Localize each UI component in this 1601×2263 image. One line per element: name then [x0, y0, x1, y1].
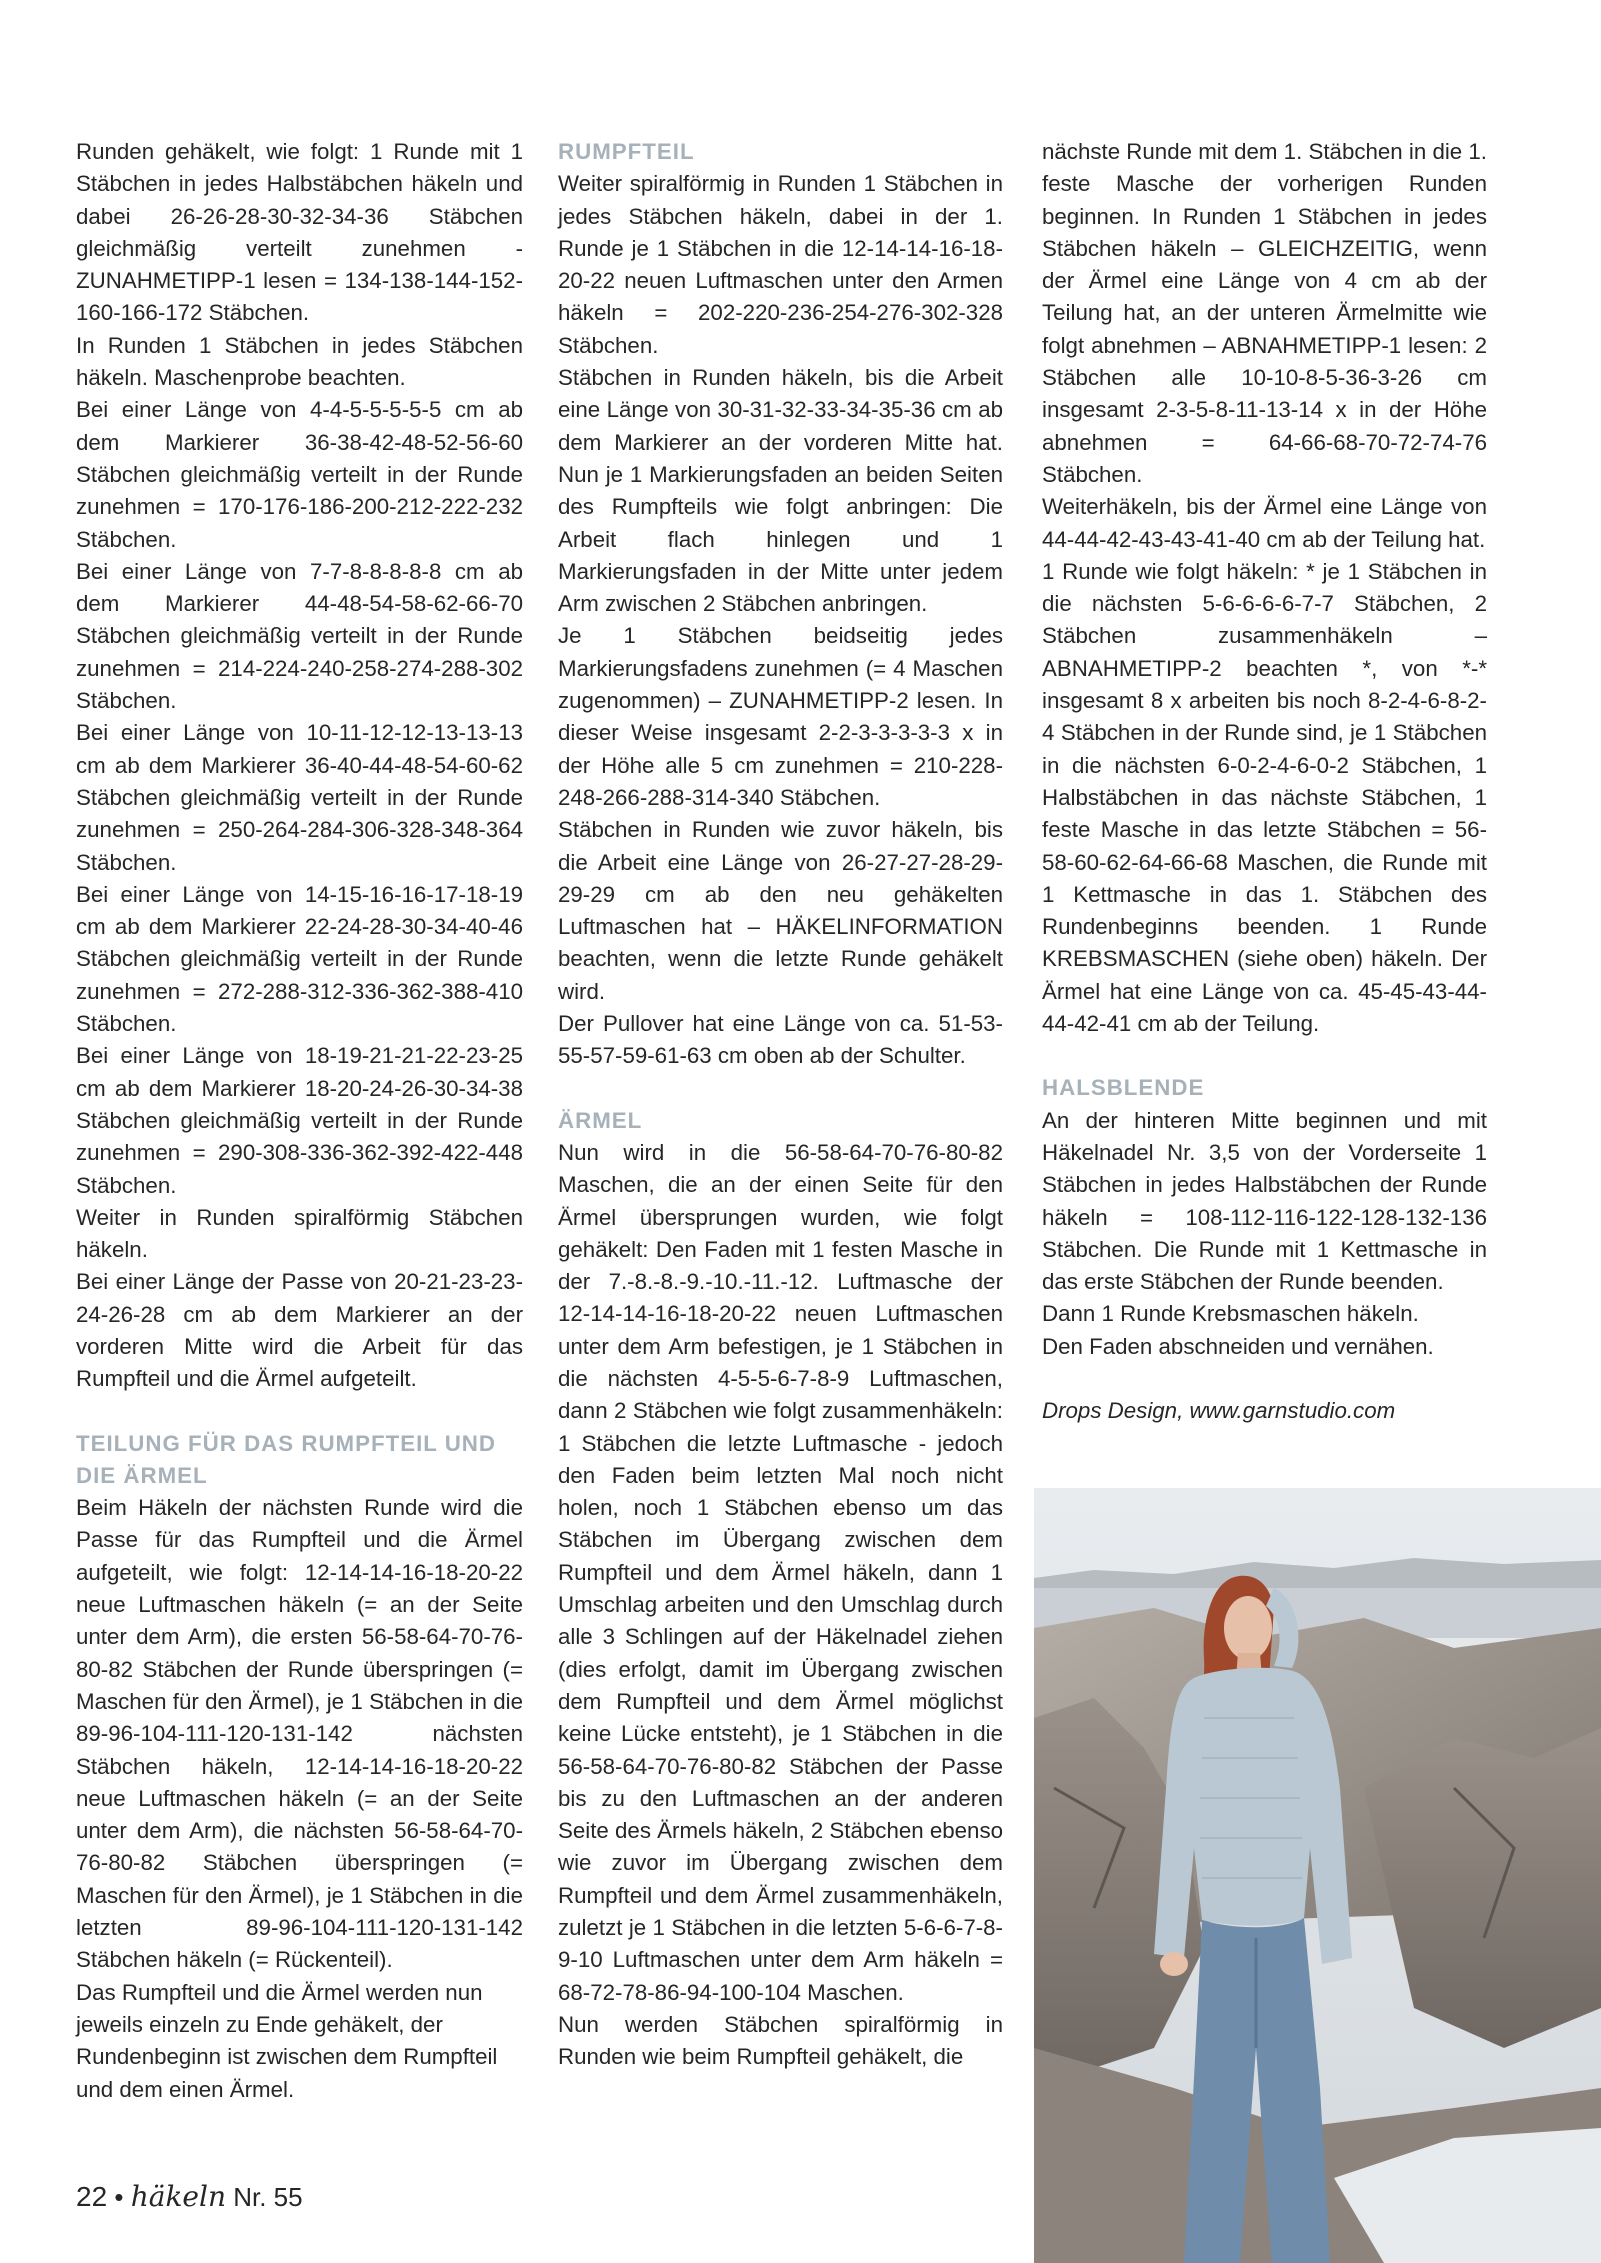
hand	[1160, 1952, 1188, 1976]
model-photo	[1034, 1488, 1601, 2263]
paragraph: Bei einer Länge von 4-4-5-5-5-5-5 cm ab dem Markierer 36-38-42-48-52-56-60 Stäbchen gleichmäßig verteilt in der Runde zunehmen = 170-176-186-200-212-222-232 Stäbchen.	[76, 397, 523, 552]
section-heading-halsblende: HALSBLENDE	[1042, 1075, 1205, 1101]
page-number: 22	[76, 2181, 108, 2212]
text-column-3	[1042, 136, 1487, 1427]
paragraph: nächste Runde mit dem 1. Stäbchen in die 1. feste Masche der vorherigen Runden beginnen. In Runden 1 Stäbchen in jedes Stäbchen häkeln – GLEICHZEITIG, wenn der Ärmel eine Länge von 4 cm ab der Teilung hat, an der unteren Ärmelmitte wie folgt abnehmen – ABNAHMETIPP-1 lesen: 2 Stäbchen alle 10-10-8-5-36-3-26 cm insgesamt 2-3-5-8-11-13-14 x in der Höhe abnehmen = 64-66-68-70-72-74-76 Stäbchen.	[1042, 139, 1487, 487]
spacer	[558, 1073, 1003, 1105]
spacer	[1042, 1040, 1487, 1072]
footer-bullet: •	[114, 2182, 124, 2212]
paragraph: Das Rumpfteil und die Ärmel werden nun jeweils einzeln zu Ende gehäkelt, der Rundenbeginn ist zwischen dem Rumpfteil und dem einen Ärmel.	[76, 1979, 498, 2102]
paragraph: Den Faden abschneiden und vernähen.	[1042, 1333, 1434, 1359]
paragraph: Stäbchen in Runden wie zuvor häkeln, bis die Arbeit eine Länge von 26-27-27-28-29-29-29 cm ab den neu gehäkelten Luftmaschen hat – HÄKELINFORMATION beachten, wenn die letzte Runde gehäkelt wird.	[558, 817, 1003, 1004]
paragraph: Bei einer Länge von 18-19-21-21-22-23-25 cm ab dem Markierer 18-20-24-26-30-34-38 Stäbchen gleichmäßig verteilt in der Runde zunehmen = 290-308-336-362-392-422-448 Stäbchen.	[76, 1043, 523, 1198]
paragraph: Bei einer Länge der Passe von 20-21-23-23-24-26-28 cm ab dem Markierer an der vorderen Mitte wird die Arbeit für das Rumpfteil und die Ärmel aufgeteilt.	[76, 1269, 523, 1392]
issue-number: Nr. 55	[233, 2182, 303, 2212]
paragraph: Nun werden Stäbchen spiralförmig in Runden wie beim Rumpfteil gehäkelt, die	[558, 2011, 1003, 2070]
paragraph: In Runden 1 Stäbchen in jedes Stäbchen häkeln. Maschenprobe beachten.	[76, 332, 523, 391]
page-footer	[76, 2180, 303, 2213]
paragraph: Beim Häkeln der nächsten Runde wird die Passe für das Rumpfteil und die Ärmel aufgeteilt, wie folgt: 12-14-14-16-18-20-22 neue Luftmaschen häkeln (= an der Seite unter dem Arm), die ersten 56-58-64-70-76-80-82 Stäbchen der Runde überspringen (= Maschen für den Ärmel), je 1 Stäbchen in die 89-96-104-111-120-131-142 nächsten Stäbchen häkeln, 12-14-14-16-18-20-22 neue Luftmaschen häkeln (= an der Seite unter dem Arm), die nächsten 56-58-64-70-76-80-82 Stäbchen überspringen (= Maschen für den Ärmel), je 1 Stäbchen in die letzten 89-96-104-111-120-131-142 Stäbchen häkeln (= Rückenteil).	[76, 1495, 523, 1973]
paragraph: An der hinteren Mitte beginnen und mit Häkelnadel Nr. 3,5 von der Vorderseite 1 Stäbchen in jedes Halbstäbchen der Runde häkeln = 108-112-116-122-128-132-136 Stäbchen. Die Runde mit 1 Kettmasche in das erste Stäbchen der Runde beenden.	[1042, 1107, 1487, 1295]
paragraph: Weiter spiralförmig in Runden 1 Stäbchen in jedes Stäbchen häkeln, dabei in der 1. Runde je 1 Stäbchen in die 12-14-14-16-18-20-22 neuen Luftmaschen unter den Armen häkeln = 202-220-236-254-276-302-328 Stäbchen.	[558, 171, 1003, 358]
text-column-1	[76, 136, 523, 2106]
section-heading-teilung: TEILUNG FÜR DAS RUMPFTEIL UND DIE ÄRMEL	[76, 1430, 497, 1488]
magazine-title: häkeln	[130, 2180, 226, 2213]
face	[1224, 1596, 1272, 1660]
section-heading-rumpfteil: RUMPFTEIL	[558, 139, 695, 164]
paragraph: Dann 1 Runde Krebsmaschen häkeln.	[1042, 1301, 1419, 1327]
spacer	[1042, 1363, 1487, 1395]
text-column-2	[558, 136, 1003, 2074]
paragraph: Nun wird in die 56-58-64-70-76-80-82 Maschen, die an der einen Seite für den Ärmel übersprungen wurden, wie folgt gehäkelt: Den Faden mit 1 festen Masche in der 7.-8.-8.-9.-10.-11.-12. Luftmasche der 12-14-14-16-18-20-22 neuen Luftmaschen unter dem Arm befestigen, je 1 Stäbchen in die nächsten 4-5-5-6-7-8-9 Luftmaschen, dann 2 Stäbchen wie folgt zusammenhäkeln: 1 Stäbchen die letzte Luftmasche - jedoch den Faden beim letzten Mal noch nicht holen, noch 1 Stäbchen ebenso um das Stäbchen im Übergang zwischen dem Rumpfteil und dem Ärmel häkeln, dann 1 Umschlag arbeiten und den Umschlag durch alle 3 Schlingen auf der Häkelnadel ziehen (dies erfolgt, damit im Übergang zwischen dem Rumpfteil und dem Ärmel möglichst keine Lücke entsteht), je 1 Stäbchen in die 56-58-64-70-76-80-82 Stäbchen der Passe bis zu den Luftmaschen an der anderen Seite des Ärmels häkeln, 2 Stäbchen ebenso wie zuvor im Übergang zwischen dem Rumpfteil und dem Ärmel zusammenhäkeln, zuletzt je 1 Stäbchen in die letzten 5-6-6-7-8-9-10 Luftmaschen unter dem Arm häkeln = 68-72-78-86-94-100-104 Maschen.	[558, 1139, 1003, 2005]
paragraph: Je 1 Stäbchen beidseitig jedes Markierungsfadens zunehmen (= 4 Maschen zugenommen) – ZUNAHMETIPP-2 lesen. In dieser Weise insgesamt 2-2-3-3-3-3-3 x in der Höhe alle 5 cm zunehmen = 210-228-248-266-288-314-340 Stäbchen.	[558, 623, 1003, 810]
paragraph: Weiter in Runden spiralförmig Stäbchen häkeln.	[76, 1204, 523, 1263]
paragraph: Runden gehäkelt, wie folgt: 1 Runde mit 1 Stäbchen in jedes Halbstäbchen häkeln und dabei 26-26-28-30-32-34-36 Stäbchen gleichmäßig verteilt zunehmen - ZUNAHMETIPP-1 lesen = 134-138-144-152-160-166-172 Stäbchen.	[76, 139, 523, 326]
sweater	[1154, 1668, 1352, 1964]
paragraph: 1 Runde wie folgt häkeln: * je 1 Stäbchen in die nächsten 5-6-6-6-6-7-7 Stäbchen, 2 Stäbchen zusammenhäkeln – ABNAHMETIPP-2 beachten *, von *-* insgesamt 8 x arbeiten bis noch 8-2-4-6-8-2-4 Stäbchen in der Runde sind, je 1 Stäbchen in die nächsten 6-0-2-4-6-0-2 Stäbchen, 1 Halbstäbchen in das nächste Stäbchen, 1 feste Masche in das letzte Stäbchen = 56-58-60-62-64-66-68 Maschen, die Runde mit 1 Kettmasche in das 1. Stäbchen des Rundenbeginns beenden. 1 Runde KREBSMASCHEN (siehe oben) häkeln. Der Ärmel hat eine Länge von ca. 45-45-43-44-44-42-41 cm ab der Teilung.	[1042, 558, 1487, 1037]
paragraph: Der Pullover hat eine Länge von ca. 51-53-55-57-59-61-63 cm oben ab der Schulter.	[558, 1011, 1003, 1069]
spacer	[76, 1396, 523, 1428]
paragraph: Weiterhäkeln, bis der Ärmel eine Länge von 44-44-42-43-43-41-40 cm ab der Teilung hat.	[1042, 494, 1487, 552]
section-heading-aermel: ÄRMEL	[558, 1107, 643, 1133]
paragraph: Bei einer Länge von 7-7-8-8-8-8-8 cm ab dem Markierer 44-48-54-58-62-66-70 Stäbchen gleichmäßig verteilt in der Runde zunehmen = 214-224-240-258-274-288-302 Stäbchen.	[76, 558, 523, 714]
paragraph: Stäbchen in Runden häkeln, bis die Arbeit eine Länge von 30-31-32-33-34-35-36 cm ab dem Markierer an der vorderen Mitte hat. Nun je 1 Markierungsfaden an beiden Seiten des Rumpfteils wie folgt anbringen: Die Arbeit flach hinlegen und 1 Markierungsfaden in der Mitte unter jedem Arm zwischen 2 Stäbchen anbringen.	[558, 365, 1003, 617]
paragraph: Bei einer Länge von 10-11-12-12-13-13-13 cm ab dem Markierer 36-40-44-48-54-60-62 Stäbchen gleichmäßig verteilt in der Runde zunehmen = 250-264-284-306-328-348-364 Stäbchen.	[76, 720, 523, 875]
paragraph: Bei einer Länge von 14-15-16-16-17-18-19 cm ab dem Markierer 22-24-28-30-34-40-46 Stäbchen gleichmäßig verteilt in der Runde zunehmen = 272-288-312-336-362-388-410 Stäbchen.	[76, 881, 523, 1037]
design-credit: Drops Design, www.garnstudio.com	[1042, 1397, 1396, 1423]
